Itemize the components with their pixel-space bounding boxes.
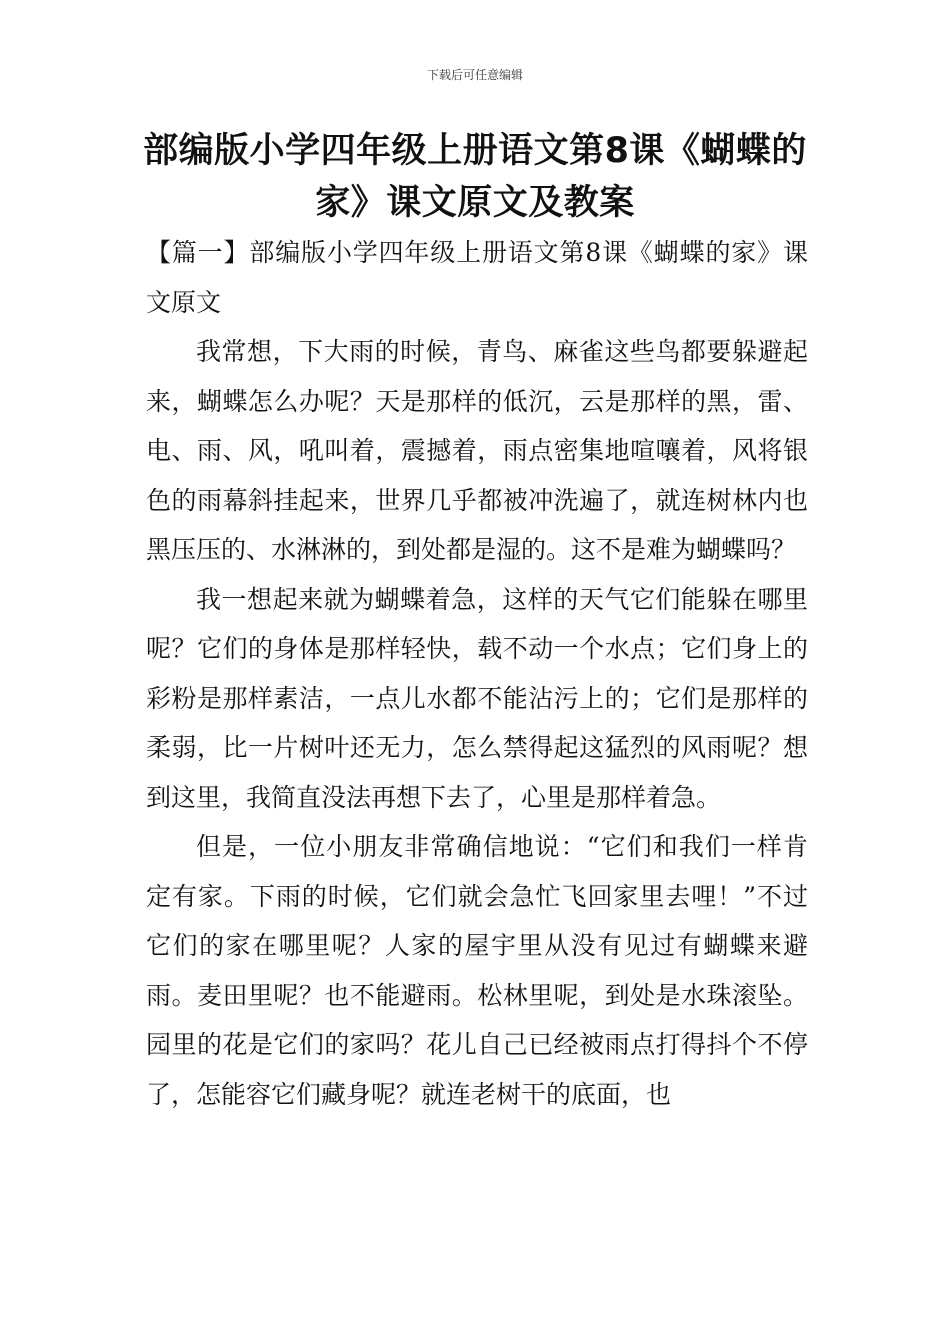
paragraph-3: 但是，一位小朋友非常确信地说：“它们和我们一样肯定有家。下雨的时候，它们就会急忙飞回家里去哩！”不过它们的家在哪里呢？人家的屋宇里从没有见过有蝴蝶来避雨。麦田里呢？也不能避雨。松林里呢，到处是水珠滚坠。园里的花是它们的家吗？花儿自己已经被雨点打得抖个不停了，怎能容它们藏身呢？就连老树干的底面，也 [146, 832, 808, 1109]
document-title: 部编版小学四年级上册语文第8课《蝴蝶的家》课文原文及教案 [143, 131, 807, 223]
header-note: 下载后可任意编辑 [426, 68, 523, 82]
section-heading: 【篇一】部编版小学四年级上册语文第8课《蝴蝶的家》课文原文 [146, 238, 808, 317]
document-body [146, 228, 808, 1119]
paragraph-1: 我常想，下大雨的时候，青鸟、麻雀这些鸟都要躲避起来，蝴蝶怎么办呢？天是那样的低沉，云是那样的黑，雷、电、雨、风，吼叫着，震撼着，雨点密集地喧嚷着，风将银色的雨幕斜挂起来，世界几乎都被冲洗遍了，就连树林内也黑压压的、水淋淋的，到处都是湿的。这不是难为蝴蝶吗？ [146, 337, 808, 564]
paragraph-2: 我一想起来就为蝴蝶着急，这样的天气它们能躲在哪里呢？它们的身体是那样轻快，载不动一个水点；它们身上的彩粉是那样素洁，一点儿水都不能沾污上的；它们是那样的柔弱，比一片树叶还无力，怎么禁得起这猛烈的风雨呢？想到这里，我简直没法再想下去了，心里是那样着急。 [146, 584, 808, 812]
